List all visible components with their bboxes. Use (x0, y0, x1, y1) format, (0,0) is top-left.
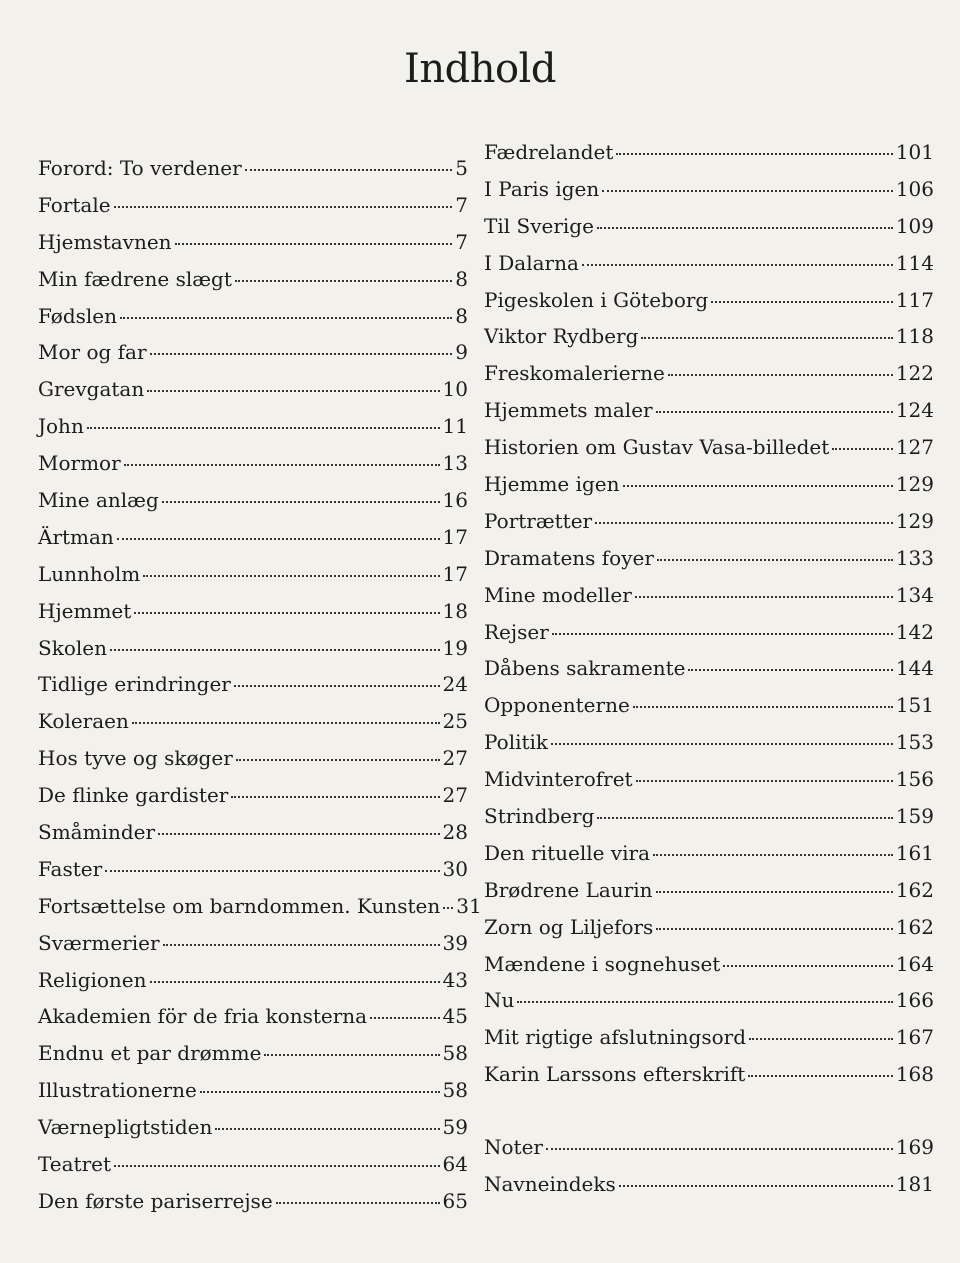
toc-entry-page-number: 64 (442, 1152, 468, 1177)
toc-entry-page-number: 129 (895, 472, 934, 497)
toc-entry (484, 620, 934, 657)
toc-entry-page-number: 5 (455, 156, 468, 180)
toc-entry-page-number: 106 (895, 176, 934, 201)
toc-entry-page-number: 144 (895, 656, 934, 681)
dot-leader (546, 1148, 893, 1150)
toc-entry-title: Koleraen (38, 709, 129, 734)
toc-entry (38, 525, 468, 562)
toc-entry-title: Fødslen (38, 303, 118, 328)
toc-entry-page-number: 28 (442, 820, 468, 845)
toc-entry-title: Opponenterne (484, 693, 630, 718)
dot-leader (105, 870, 439, 872)
toc-entry-page-number: 58 (442, 1041, 468, 1066)
dot-leader (635, 596, 893, 598)
dot-leader (143, 575, 439, 577)
toc-entry-page-number: 7 (455, 192, 468, 217)
toc-entry-page-number: 166 (895, 988, 934, 1013)
dot-leader (124, 464, 440, 466)
dot-leader (163, 944, 440, 946)
dot-leader (147, 390, 439, 392)
toc-entry-page-number: 168 (895, 1062, 934, 1087)
toc-entry-title: Viktor Rydberg (484, 324, 639, 349)
toc-entry-title: Hjemmet (38, 598, 132, 623)
toc-entry-title: Ärtman (38, 524, 114, 549)
dot-leader (656, 891, 893, 893)
toc-entry-page-number: 101 (895, 140, 934, 164)
dot-leader (551, 743, 893, 745)
dot-leader (175, 243, 453, 245)
dot-leader (595, 522, 893, 524)
toc-entry-page-number: 129 (895, 508, 934, 533)
dot-leader (114, 1165, 440, 1167)
toc-entry-page-number: 118 (895, 324, 934, 349)
dot-leader (132, 722, 440, 724)
dot-leader (114, 206, 453, 208)
dot-leader (597, 817, 892, 819)
toc-entry-title: Akademien för de fria konsterna (38, 1004, 368, 1029)
toc-entry (38, 377, 468, 414)
toc-entry-title: Forord: To verdener (38, 156, 242, 180)
toc-entry-title: Karin Larssons efterskrift (484, 1062, 746, 1087)
toc-entry-page-number: 124 (895, 398, 934, 423)
toc-entry-title: Pigeskolen i Göteborg (484, 287, 709, 312)
dot-leader (602, 190, 893, 192)
toc-entry-title: Endnu et par drømme (38, 1041, 262, 1066)
toc-entry (38, 820, 468, 857)
toc-entry-title: Lunnholm (38, 561, 141, 586)
dot-leader (711, 301, 893, 303)
dot-leader (150, 353, 453, 355)
toc-entry-page-number: 39 (442, 930, 468, 955)
toc-entry (484, 767, 934, 804)
section-gap (484, 1099, 934, 1135)
toc-entry (38, 1115, 468, 1152)
dot-leader (370, 1017, 439, 1019)
toc-entry-title: Tidlige erindringer (38, 672, 231, 697)
toc-entry (38, 562, 468, 599)
toc-entry-title: Småminder (38, 820, 156, 845)
dot-leader (653, 854, 893, 856)
dot-leader (723, 965, 892, 967)
toc-entry (484, 509, 934, 546)
dot-leader (832, 448, 893, 450)
toc-entry-title: Hjemstavnen (38, 229, 172, 254)
toc-entry (38, 488, 468, 525)
dot-leader (235, 280, 452, 282)
toc-entry (484, 952, 934, 989)
toc-entry-title: Værnepligtstiden (38, 1115, 213, 1140)
toc-entry-page-number: 58 (442, 1078, 468, 1103)
toc-entry-title: John (38, 414, 84, 439)
toc-entry-title: Faster (38, 856, 103, 881)
toc-entry (484, 1062, 934, 1099)
toc-entry (38, 968, 468, 1005)
toc-entry (38, 857, 468, 894)
dot-leader (623, 485, 893, 487)
toc-entry (38, 636, 468, 673)
dot-leader (150, 981, 440, 983)
toc-entry-page-number: 24 (442, 672, 468, 697)
toc-entry (484, 915, 934, 952)
toc-entry-title: Mor og far (38, 340, 147, 365)
dot-leader (110, 649, 440, 651)
dot-leader (215, 1128, 439, 1130)
toc-entry-title: Fædrelandet (484, 140, 614, 164)
toc-entry-page-number: 161 (895, 840, 934, 865)
toc-entry-title: I Paris igen (484, 176, 600, 201)
toc-entry (484, 1172, 934, 1209)
toc-entry-title: Illustrationerne (38, 1078, 197, 1103)
toc-entry (484, 583, 934, 620)
toc-entry-title: Fortale (38, 192, 111, 217)
toc-entry (38, 193, 468, 230)
toc-entry-page-number: 9 (455, 340, 468, 365)
toc-right-column (484, 140, 934, 1209)
toc-entry-page-number: 117 (895, 287, 934, 312)
toc-entry-page-number: 162 (895, 877, 934, 902)
toc-entry-title: Skolen (38, 635, 107, 660)
toc-entry-title: Rejser (484, 619, 549, 644)
dot-leader (134, 612, 439, 614)
toc-entry-page-number: 156 (895, 767, 934, 792)
toc-entry (484, 288, 934, 325)
dot-leader (517, 1001, 892, 1003)
toc-entry (484, 472, 934, 509)
toc-entry-title: Mændene i sognehuset (484, 951, 721, 976)
toc-entry-title: Portrætter (484, 508, 593, 533)
dot-leader (276, 1202, 440, 1204)
toc-entry-page-number: 162 (895, 914, 934, 939)
toc-entry (38, 672, 468, 709)
toc-entry (484, 177, 934, 214)
toc-entry-page-number: 8 (455, 266, 468, 291)
toc-entry (484, 988, 934, 1025)
toc-entry-page-number: 167 (895, 1025, 934, 1050)
page-title: Indhold (404, 46, 556, 92)
toc-entry-title: Grevgatan (38, 377, 145, 402)
toc-entry-page-number: 159 (895, 804, 934, 829)
dot-leader (158, 833, 440, 835)
dot-leader (633, 706, 893, 708)
toc-entry-page-number: 31 (456, 893, 482, 918)
toc-entry-title: Mit rigtige afslutningsord (484, 1025, 746, 1050)
toc-entry-page-number: 181 (895, 1172, 934, 1197)
toc-entry-title: Sværmerier (38, 930, 160, 955)
toc-entry-title: Min fædrene slægt (38, 266, 232, 291)
dot-leader (162, 501, 440, 503)
dot-leader (264, 1054, 439, 1056)
toc-entry (38, 340, 468, 377)
toc-entry-title: Hjemmets maler (484, 398, 653, 423)
toc-entry (38, 893, 482, 931)
dot-leader (597, 227, 893, 229)
toc-entry (484, 140, 934, 177)
toc-entry-title: Mine modeller (484, 582, 632, 607)
toc-entry-title: Freskomalerierne (484, 361, 665, 386)
dot-leader (234, 685, 440, 687)
toc-entry (38, 1004, 468, 1041)
dot-leader (641, 337, 892, 339)
toc-entry (484, 1025, 934, 1062)
dot-leader (749, 1038, 893, 1040)
dot-leader (200, 1091, 440, 1093)
dot-leader (120, 317, 452, 319)
toc-entry (484, 841, 934, 878)
dot-leader (688, 669, 892, 671)
dot-leader (616, 153, 892, 155)
dot-leader (117, 538, 440, 540)
toc-entry (484, 804, 934, 841)
toc-entry (484, 398, 934, 435)
toc-entry-page-number: 17 (442, 561, 468, 586)
toc-entry-page-number: 30 (442, 856, 468, 881)
toc-entry (484, 324, 934, 361)
dot-leader (668, 374, 893, 376)
toc-entry-title: Noter (484, 1135, 543, 1160)
toc-entry-title: Den rituelle vira (484, 840, 650, 865)
dot-leader (231, 796, 439, 798)
toc-entry-page-number: 10 (442, 377, 468, 402)
dot-leader (656, 411, 893, 413)
toc-entry-title: Historien om Gustav Vasa-billedet (484, 435, 830, 460)
toc-entry (484, 251, 934, 288)
toc-entry (38, 230, 468, 267)
dot-leader (552, 633, 893, 635)
toc-entry (38, 1078, 468, 1115)
toc-entry-page-number: 109 (895, 213, 934, 238)
toc-entry-title: Zorn og Liljefors (484, 914, 654, 939)
toc-entry-page-number: 27 (442, 783, 468, 808)
toc-entry (38, 414, 468, 451)
toc-entry-title: Politik (484, 730, 549, 755)
toc-entry (38, 304, 468, 341)
toc-entry-page-number: 114 (895, 250, 934, 275)
toc-entry-title: Hos tyve og skøger (38, 746, 233, 771)
toc-entry-page-number: 16 (442, 488, 468, 513)
dot-leader (87, 427, 440, 429)
toc-entry-title: Til Sverige (484, 213, 594, 238)
toc-entry-page-number: 134 (895, 582, 934, 607)
toc-entry (38, 746, 468, 783)
dot-leader (443, 907, 453, 909)
toc-entry-title: Dåbens sakramente (484, 656, 686, 681)
toc-entry (484, 435, 934, 472)
toc-entry-page-number: 27 (442, 746, 468, 771)
toc-entry-title: Hjemme igen (484, 472, 620, 497)
toc-entry (38, 1041, 468, 1078)
toc-entry-title: Den første pariserrejse (38, 1188, 273, 1213)
toc-entry-title: Religionen (38, 967, 147, 992)
toc-entry (38, 451, 468, 488)
toc-entry-page-number: 142 (895, 619, 934, 644)
dot-leader (656, 928, 892, 930)
toc-entry-page-number: 133 (895, 545, 934, 570)
toc-entry (38, 931, 468, 968)
dot-leader (619, 1185, 893, 1187)
toc-entry-page-number: 18 (442, 598, 468, 623)
toc-entry-page-number: 153 (895, 730, 934, 755)
toc-entry (484, 730, 934, 767)
toc-entry-page-number: 65 (442, 1188, 468, 1213)
toc-entry-page-number: 19 (442, 635, 468, 660)
dot-leader (245, 169, 453, 171)
toc-entry-page-number: 45 (442, 1004, 468, 1029)
toc-entry-page-number: 151 (895, 693, 934, 718)
toc-entry-title: Teatret (38, 1152, 112, 1177)
toc-entry (484, 214, 934, 251)
toc-entry-page-number: 17 (442, 524, 468, 549)
toc-entry-page-number: 43 (442, 967, 468, 992)
toc-entry-page-number: 8 (455, 303, 468, 328)
toc-entry-page-number: 13 (442, 451, 468, 476)
toc-entry-page-number: 7 (455, 229, 468, 254)
toc-entry (484, 878, 934, 915)
toc-entry-title: Mormor (38, 451, 121, 476)
toc-entry-page-number: 169 (895, 1135, 934, 1160)
toc-entry-title: I Dalarna (484, 250, 579, 275)
toc-entry-title: Fortsættelse om barndommen. Kunsten (38, 893, 441, 918)
toc-entry (484, 693, 934, 730)
toc-entry-title: Brødrene Laurin (484, 877, 653, 902)
toc-entry (38, 783, 468, 820)
toc-entry-title: Strindberg (484, 804, 595, 829)
toc-entry-page-number: 25 (442, 709, 468, 734)
dot-leader (236, 759, 440, 761)
dot-leader (657, 559, 893, 561)
toc-entry-title: Mine anlæg (38, 488, 159, 513)
toc-left-column (38, 156, 482, 1226)
dot-leader (636, 780, 893, 782)
toc-entry-title: De flinke gardister (38, 783, 229, 808)
toc-entry (38, 156, 468, 193)
toc-entry-page-number: 164 (895, 951, 934, 976)
toc-entry-page-number: 122 (895, 361, 934, 386)
toc-entry (484, 656, 934, 693)
toc-entry (38, 599, 468, 636)
toc-entry (38, 1152, 468, 1189)
toc-entry-title: Nu (484, 988, 515, 1013)
toc-entry-page-number: 127 (895, 435, 934, 460)
toc-entry (38, 267, 468, 304)
toc-entry-title: Midvinterofret (484, 767, 633, 792)
toc-entry-page-number: 11 (442, 414, 468, 439)
toc-entry (484, 546, 934, 583)
toc-entry (38, 709, 468, 746)
toc-entry (38, 1189, 468, 1226)
toc-entry (484, 1135, 934, 1172)
dot-leader (748, 1075, 892, 1077)
toc-entry (484, 361, 934, 398)
toc-entry-title: Dramatens foyer (484, 545, 654, 570)
toc-entry-title: Navneindeks (484, 1172, 616, 1197)
toc-entry-page-number: 59 (442, 1115, 468, 1140)
dot-leader (582, 264, 893, 266)
